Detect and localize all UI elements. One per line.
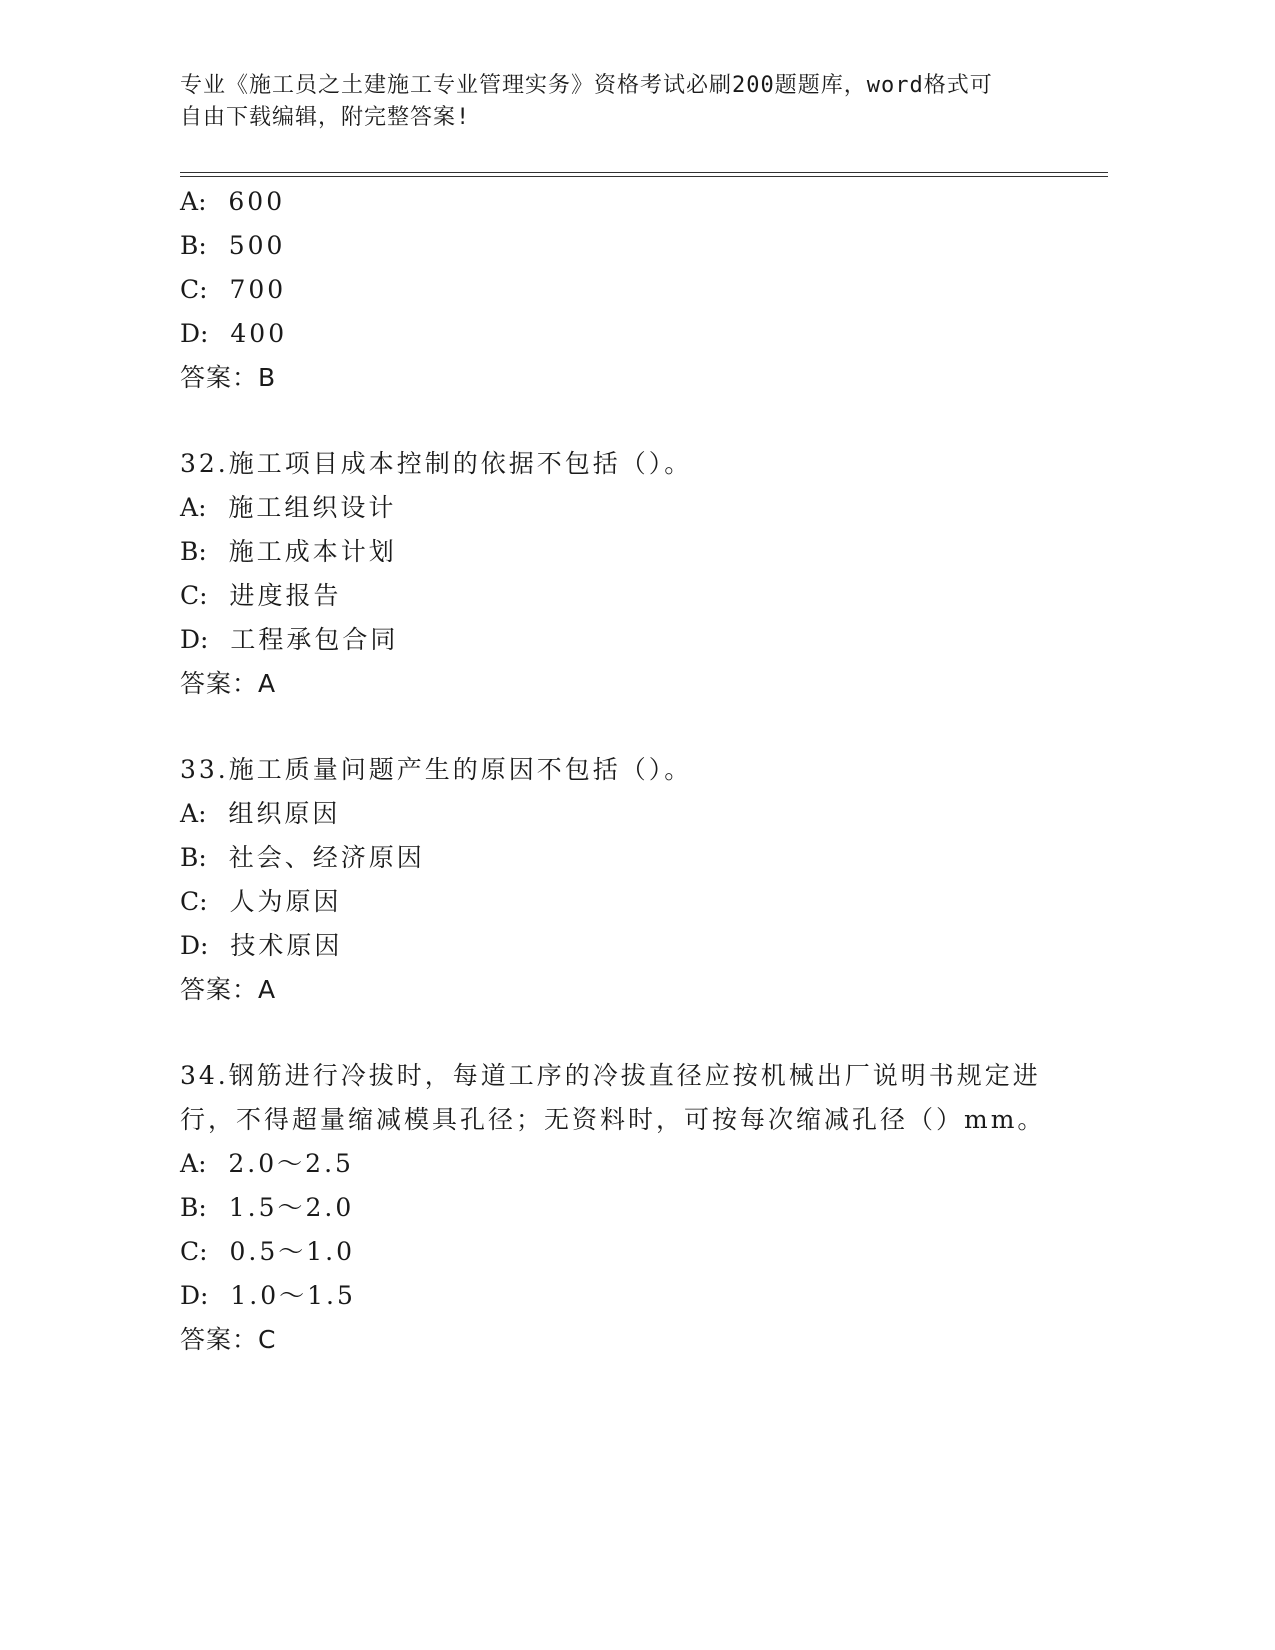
option-c: C: 0.5～1.0 bbox=[180, 1237, 356, 1266]
document-header bbox=[180, 70, 1040, 134]
answer-line: 答案：A bbox=[180, 975, 277, 1004]
answer-line: 答案：C bbox=[180, 1325, 277, 1354]
question-block bbox=[180, 180, 1050, 400]
question-block bbox=[180, 442, 1050, 706]
answer-value: C bbox=[258, 1325, 277, 1354]
header-title-line-1: 专业《施工员之土建施工专业管理实务》资格考试必刷200题题库，word格式可 bbox=[180, 73, 993, 98]
question-block bbox=[180, 748, 1050, 1012]
option-b: B: 施工成本计划 bbox=[180, 537, 397, 566]
option-b: B: 社会、经济原因 bbox=[180, 843, 425, 872]
option-c: C: 700 bbox=[180, 275, 287, 304]
question-stem: 32.施工项目成本控制的依据不包括（）。 bbox=[180, 449, 693, 478]
question-block bbox=[180, 1054, 1050, 1362]
option-d: D: 1.0～1.5 bbox=[180, 1281, 356, 1310]
question-stem-line-1: 34.钢筋进行冷拔时，每道工序的冷拔直径应按机械出厂说明书规定进 bbox=[180, 1061, 1041, 1090]
header-title-line-2: 自由下载编辑，附完整答案! bbox=[180, 105, 471, 130]
option-a: A: 施工组织设计 bbox=[180, 493, 397, 522]
option-c: C: 人为原因 bbox=[180, 887, 342, 916]
option-a: A: 2.0～2.5 bbox=[180, 1149, 354, 1178]
option-a: A: 600 bbox=[180, 187, 286, 216]
option-d: D: 技术原因 bbox=[180, 931, 343, 960]
option-b: B: 500 bbox=[180, 231, 286, 260]
question-stem-line-2: 行，不得超量缩减模具孔径；无资料时，可按每次缩减孔径（）mm。 bbox=[180, 1105, 1046, 1134]
answer-line: 答案：B bbox=[180, 363, 277, 392]
option-d: D: 工程承包合同 bbox=[180, 625, 399, 654]
question-stem: 33.施工质量问题产生的原因不包括（）。 bbox=[180, 755, 693, 784]
answer-value: B bbox=[258, 363, 277, 392]
answer-value: A bbox=[258, 669, 277, 698]
header-divider bbox=[180, 172, 1108, 177]
answer-value: A bbox=[258, 975, 277, 1004]
answer-line: 答案：A bbox=[180, 669, 277, 698]
option-c: C: 进度报告 bbox=[180, 581, 342, 610]
question-list bbox=[180, 180, 1050, 1362]
option-d: D: 400 bbox=[180, 319, 288, 348]
option-a: A: 组织原因 bbox=[180, 799, 341, 828]
option-b: B: 1.5～2.0 bbox=[180, 1193, 355, 1222]
